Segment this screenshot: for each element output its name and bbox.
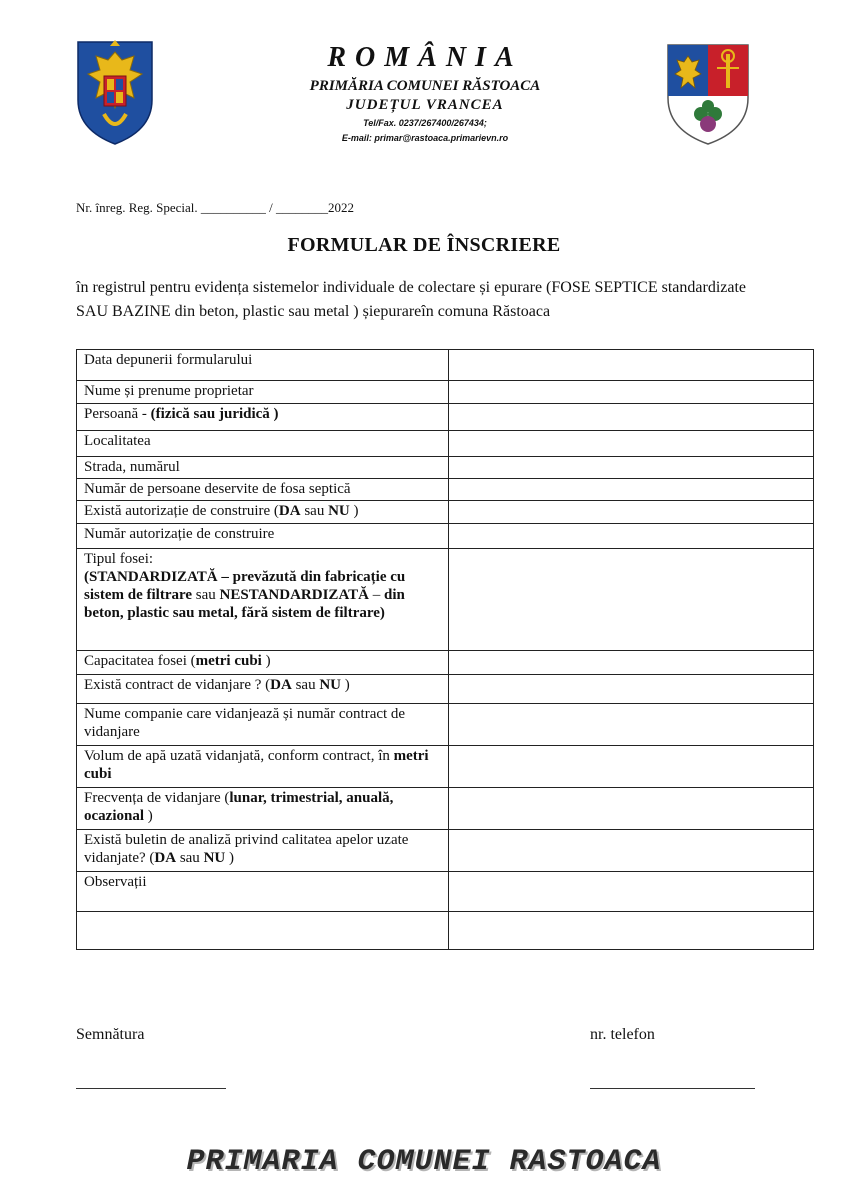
label-text: )	[341, 677, 350, 693]
form-value-buletin[interactable]	[449, 830, 814, 872]
label-text: Există buletin de analiză privind calitatea apelor uzate vidanjate? (	[84, 832, 409, 866]
label-text: –	[369, 587, 384, 603]
form-row-observatii	[77, 872, 814, 912]
form-value-numar-persoane[interactable]	[449, 479, 814, 501]
form-title: FORMULAR DE ÎNSCRIERE	[287, 234, 561, 256]
form-row-contract-vidanjare	[77, 675, 814, 704]
form-row-frecventa	[77, 788, 814, 830]
label-text: Capacitatea fosei (	[84, 653, 196, 669]
header-email: E-mail: primar@rastoaca.primarievn.ro	[341, 133, 509, 143]
label-text: sau	[291, 677, 320, 693]
form-value-nume-proprietar[interactable]	[449, 381, 814, 404]
header-county: JUDEȚUL VRANCEA	[346, 97, 504, 113]
label-text: Număr autorizație de construire	[84, 526, 275, 542]
label-text: NESTANDARDIZATĂ	[219, 587, 369, 603]
label-text: Nume companie care vidanjează și număr contract de vidanjare	[84, 706, 406, 740]
label-text: metri cubi	[84, 748, 429, 782]
label-text: NU	[203, 850, 226, 866]
form-value-numar-autorizatie[interactable]	[449, 524, 814, 549]
romania-coat-of-arms-icon	[74, 38, 156, 146]
form-value-tipul-fosei[interactable]	[449, 549, 814, 651]
label-text: Volum de apă uzată vidanjată, conform contract, în	[84, 748, 394, 764]
phone-label: nr. telefon	[590, 1026, 655, 1043]
form-value-contract-vidanjare[interactable]	[449, 675, 814, 704]
form-value-localitatea[interactable]	[449, 431, 814, 457]
label-text: Nume și prenume proprietar	[84, 383, 254, 399]
registration-number: Nr. înreg. Reg. Special. __________ / ________2022	[76, 200, 355, 215]
label-text: Există autorizație de construire (	[84, 503, 279, 519]
form-label-data-depunerii	[77, 350, 449, 381]
form-subtitle: în registrul pentru evidența sistemelor individuale de colectare și epurare (FOSE SEPTICE standardizate SAU BAZINE din beton, plastic sau metal ) șiepurareîn comuna Răstoaca	[76, 279, 747, 320]
form-label-empty	[77, 912, 449, 950]
form-row-tipul-fosei	[77, 549, 814, 651]
form-row-autorizatie	[77, 501, 814, 524]
form-label-autorizatie	[77, 501, 449, 524]
label-text: DA	[278, 503, 301, 519]
form-value-capacitatea[interactable]	[449, 651, 814, 675]
form-label-tipul-fosei	[77, 549, 449, 651]
label-text: sau	[192, 587, 220, 603]
label-text: )	[144, 808, 153, 824]
form-label-persoana	[77, 404, 449, 431]
label-text: NU	[328, 503, 350, 519]
form-value-observatii[interactable]	[449, 872, 814, 912]
form-row-buletin	[77, 830, 814, 872]
form-label-localitatea	[77, 431, 449, 457]
label-text: Număr de persoane deservite de fosa septică	[84, 481, 351, 497]
signature-label: Semnătura	[76, 1026, 145, 1043]
form-label-numar-autorizatie	[77, 524, 449, 549]
label-text: Există contract de vidanjare ? (	[84, 677, 271, 693]
form-row-numar-autorizatie	[77, 524, 814, 549]
label-text: Strada, numărul	[84, 459, 180, 475]
form-row-companie	[77, 704, 814, 746]
label-text: )	[349, 503, 359, 519]
form-label-nume-proprietar	[77, 381, 449, 404]
label-text: sau	[300, 503, 329, 519]
vrancea-county-crest-icon	[665, 42, 751, 146]
label-text: Data depunerii formularului	[84, 352, 253, 368]
form-label-contract-vidanjare	[77, 675, 449, 704]
header-institution: PRIMĂRIA COMUNEI RĂSTOACA	[309, 78, 541, 94]
label-text: Observații	[84, 874, 147, 890]
form-row-volum	[77, 746, 814, 788]
footer-banner: PRIMARIA COMUNEI RASTOACA	[186, 1145, 662, 1179]
form-label-volum	[77, 746, 449, 788]
label-text: sau	[176, 850, 204, 866]
form-value-strada[interactable]	[449, 457, 814, 479]
header-country: ROMÂNIA	[327, 42, 523, 73]
form-label-companie	[77, 704, 449, 746]
label-text: Persoană -	[84, 406, 151, 422]
form-row-strada	[77, 457, 814, 479]
form-row-persoana	[77, 404, 814, 431]
label-text: Tipul fosei:	[84, 551, 154, 567]
form-label-numar-persoane	[77, 479, 449, 501]
signature-line[interactable]	[76, 1088, 226, 1089]
label-text: )	[225, 850, 234, 866]
form-value-frecventa[interactable]	[449, 788, 814, 830]
form-value-autorizatie[interactable]	[449, 501, 814, 524]
label-text: )	[261, 653, 271, 669]
label-text: (fizică sau juridică )	[150, 406, 279, 422]
form-value-persoana[interactable]	[449, 404, 814, 431]
label-text: (STANDARDIZATĂ – prevăzută din fabricație cu sistem de filtrare	[84, 569, 406, 603]
label-text: DA	[270, 677, 292, 693]
label-text: metri cubi	[195, 653, 262, 669]
form-row-empty	[77, 912, 814, 950]
form-label-frecventa	[77, 788, 449, 830]
registration-form-table	[76, 349, 814, 950]
form-label-capacitatea	[77, 651, 449, 675]
label-text: Localitatea	[84, 433, 151, 449]
form-value-empty[interactable]	[449, 912, 814, 950]
form-row-capacitatea	[77, 651, 814, 675]
label-text: DA	[154, 850, 177, 866]
form-label-strada	[77, 457, 449, 479]
form-value-volum[interactable]	[449, 746, 814, 788]
form-row-nume-proprietar	[77, 381, 814, 404]
form-row-numar-persoane	[77, 479, 814, 501]
label-text: Frecvența de vidanjare (	[84, 790, 230, 806]
form-row-localitatea	[77, 431, 814, 457]
label-text: NU	[319, 677, 342, 693]
header-tel-fax: Tel/Fax. 0237/267400/267434;	[363, 118, 487, 128]
label-text: lunar, trimestrial, anuală, ocazional	[84, 790, 394, 824]
form-row-data-depunerii	[77, 350, 814, 381]
phone-line[interactable]	[590, 1088, 755, 1089]
form-value-data-depunerii[interactable]	[449, 350, 814, 381]
form-label-observatii	[77, 872, 449, 912]
label-text: din beton, plastic sau metal, fără sistem de filtrare)	[84, 587, 405, 621]
form-value-companie[interactable]	[449, 704, 814, 746]
form-label-buletin	[77, 830, 449, 872]
